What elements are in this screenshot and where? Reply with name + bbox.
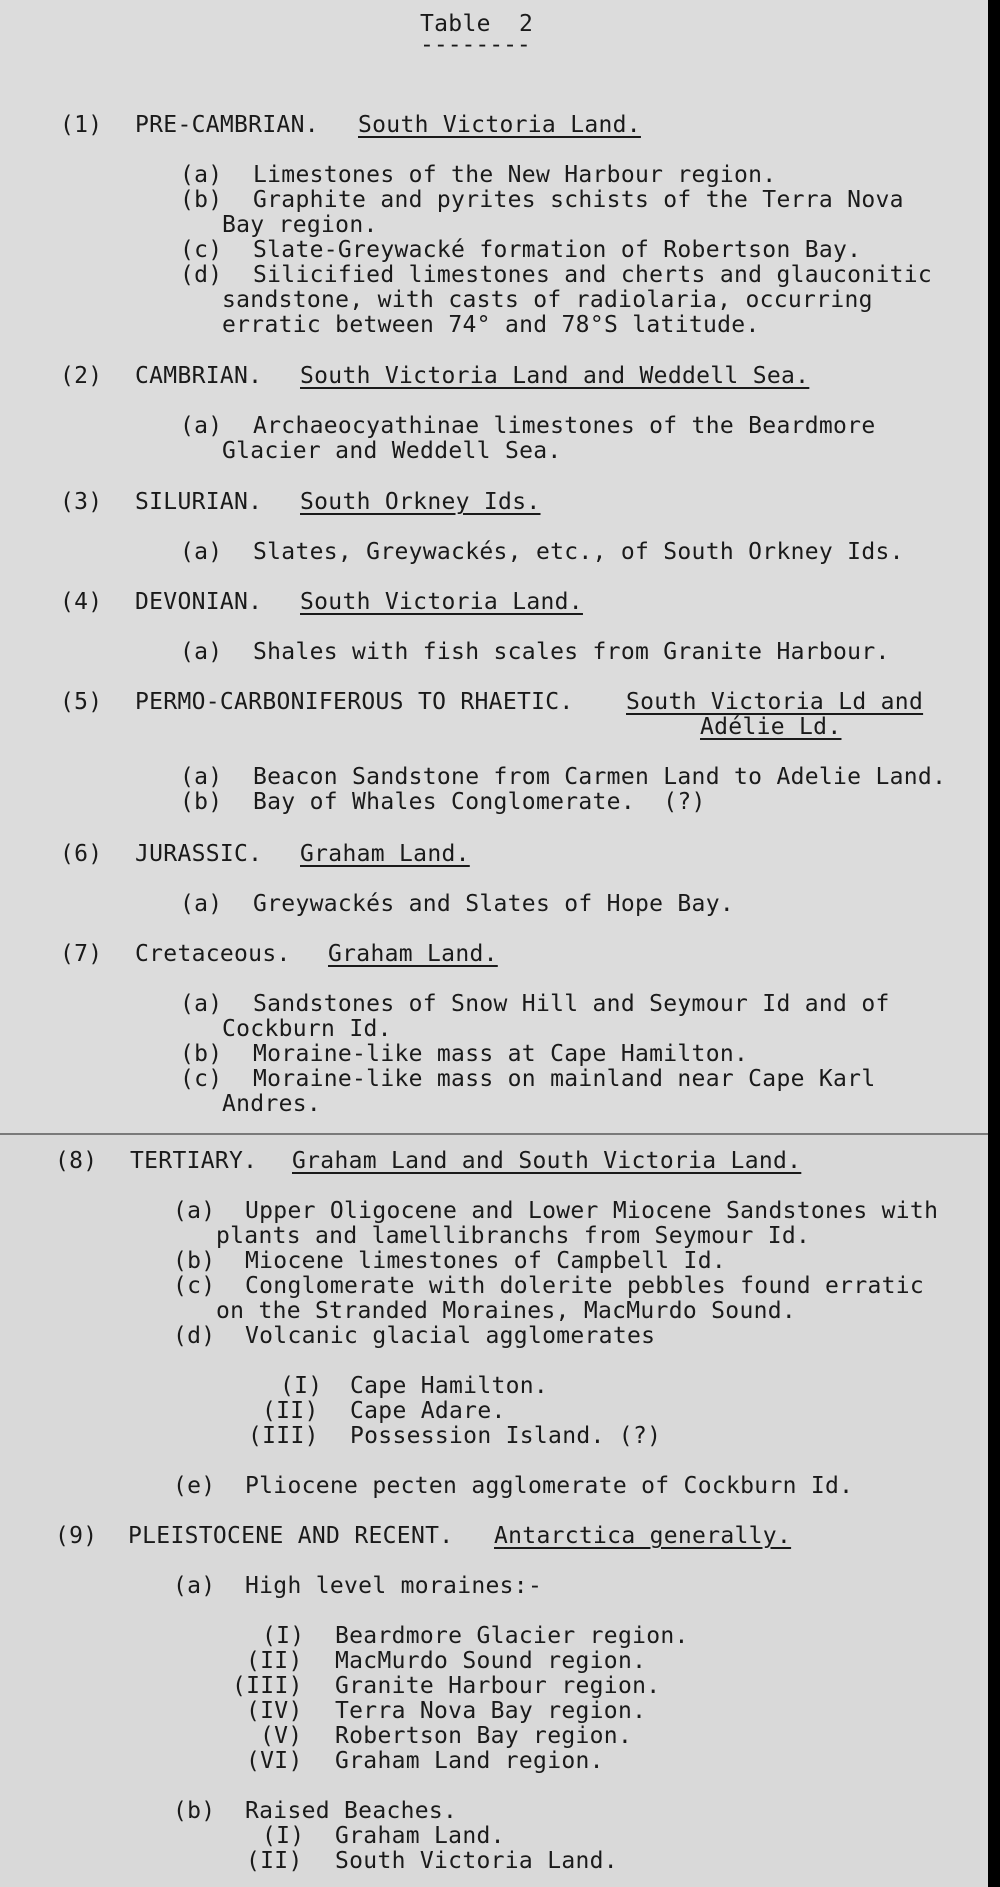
item-text: Silicified limestones and cherts and glauconitic: [253, 262, 933, 288]
section-era: SILURIAN.: [135, 489, 263, 515]
item-label: (a): [173, 1573, 216, 1599]
subitem-text: Possession Island. (?): [350, 1423, 662, 1449]
section-region: Graham Land and South Victoria Land.: [292, 1148, 802, 1174]
section-region: Graham Land.: [300, 841, 470, 867]
item-text: Moraine-like mass at Cape Hamilton.: [253, 1041, 749, 1067]
subitem-label: (II): [246, 1848, 303, 1874]
subitem-text: Granite Harbour region.: [335, 1673, 661, 1699]
section-region: Antarctica generally.: [494, 1523, 792, 1549]
item-text: Sandstones of Snow Hill and Seymour Id and of: [253, 991, 890, 1017]
item-label: (d): [180, 262, 223, 288]
item-text: Limestones of the New Harbour region.: [253, 162, 777, 188]
subitem-text: South Victoria Land.: [335, 1848, 618, 1874]
item-text: Bay region.: [222, 212, 378, 238]
item-label: (c): [173, 1273, 216, 1299]
subitem-text: Beardmore Glacier region.: [335, 1623, 689, 1649]
section-region: South Victoria Land.: [358, 112, 641, 138]
section-number: (1): [60, 112, 103, 138]
item-label: (a): [180, 891, 223, 917]
scan-edge: [988, 0, 1000, 1885]
item-text: Slate-Greywacké formation of Robertson Bay.: [253, 237, 862, 263]
section-number: (4): [60, 589, 103, 615]
section-number: (6): [60, 841, 103, 867]
item-text: Andres.: [222, 1091, 322, 1117]
subitem-text: Cape Adare.: [350, 1398, 506, 1424]
item-text: erratic between 74° and 78°S latitude.: [222, 312, 760, 338]
section-region: South Victoria Ld and: [626, 689, 924, 715]
item-label: (b): [180, 1041, 223, 1067]
item-text: Miocene limestones of Campbell Id.: [245, 1248, 727, 1274]
item-label: (a): [173, 1198, 216, 1224]
item-text: Bay of Whales Conglomerate. (?): [253, 789, 706, 815]
item-text: Volcanic glacial agglomerates: [245, 1323, 656, 1349]
item-text: Conglomerate with dolerite pebbles found erratic: [245, 1273, 925, 1299]
section-region: Graham Land.: [328, 941, 498, 967]
section-number: (3): [60, 489, 103, 515]
item-label: (a): [180, 539, 223, 565]
title-rule: --------: [420, 32, 531, 58]
item-label: (a): [180, 162, 223, 188]
section-number: (2): [60, 363, 103, 389]
section-era: PERMO-CARBONIFEROUS TO RHAETIC.: [135, 689, 574, 715]
item-text: Beacon Sandstone from Carmen Land to Adelie Land.: [253, 764, 947, 790]
section-era: PRE-CAMBRIAN.: [135, 112, 319, 138]
subitem-label: (III): [248, 1423, 319, 1449]
item-text: Cockburn Id.: [222, 1016, 392, 1042]
item-text: Slates, Greywackés, etc., of South Orkney Ids.: [253, 539, 904, 565]
section-number: (8): [55, 1148, 98, 1174]
item-text: Greywackés and Slates of Hope Bay.: [253, 891, 735, 917]
section-era: CAMBRIAN.: [135, 363, 263, 389]
item-label: (a): [180, 413, 223, 439]
item-label: (b): [180, 187, 223, 213]
item-label: (c): [180, 237, 223, 263]
subitem-label: (II): [262, 1398, 319, 1424]
item-label: (e): [173, 1473, 216, 1499]
item-text: High level moraines:-: [245, 1573, 543, 1599]
item-label: (a): [180, 639, 223, 665]
item-text: Moraine-like mass on mainland near Cape Karl: [253, 1066, 876, 1092]
item-text: Shales with fish scales from Granite Harbour.: [253, 639, 890, 665]
subitem-text: Cape Hamilton.: [350, 1373, 549, 1399]
item-text: sandstone, with casts of radiolaria, occurring: [222, 287, 873, 313]
subitem-label: (VI): [246, 1748, 303, 1774]
document-page-lower: [0, 1133, 988, 1887]
item-text: Glacier and Weddell Sea.: [222, 438, 562, 464]
subitem-label: (III): [232, 1673, 303, 1699]
item-label: (b): [173, 1248, 216, 1274]
item-text: Raised Beaches.: [245, 1798, 458, 1824]
subitem-label: (I): [262, 1623, 305, 1649]
item-text: Graphite and pyrites schists of the Terra Nova: [253, 187, 904, 213]
section-era: JURASSIC.: [135, 841, 263, 867]
item-label: (d): [173, 1323, 216, 1349]
item-text: Archaeocyathinae limestones of the Beardmore: [253, 413, 876, 439]
table-title: Table 2: [420, 11, 534, 37]
item-text: Upper Oligocene and Lower Miocene Sandstones with: [245, 1198, 939, 1224]
item-label: (a): [180, 764, 223, 790]
item-text: on the Stranded Moraines, MacMurdo Sound.: [216, 1298, 797, 1324]
section-region: South Victoria Land.: [300, 589, 583, 615]
item-label: (b): [173, 1798, 216, 1824]
subitem-label: (V): [260, 1723, 303, 1749]
item-label: (b): [180, 789, 223, 815]
section-number: (7): [60, 941, 103, 967]
subitem-label: (I): [262, 1823, 305, 1849]
subitem-text: Graham Land.: [335, 1823, 505, 1849]
section-era: DEVONIAN.: [135, 589, 263, 615]
section-era: TERTIARY.: [130, 1148, 258, 1174]
subitem-text: Terra Nova Bay region.: [335, 1698, 647, 1724]
section-region: South Victoria Land and Weddell Sea.: [300, 363, 810, 389]
subitem-text: MacMurdo Sound region.: [335, 1648, 647, 1674]
item-text: Pliocene pecten agglomerate of Cockburn Id.: [245, 1473, 854, 1499]
subitem-text: Robertson Bay region.: [335, 1723, 633, 1749]
item-text: plants and lamellibranchs from Seymour Id.: [216, 1223, 811, 1249]
subitem-label: (IV): [246, 1698, 303, 1724]
section-number: (5): [60, 689, 103, 715]
subitem-label: (II): [246, 1648, 303, 1674]
item-label: (a): [180, 991, 223, 1017]
item-label: (c): [180, 1066, 223, 1092]
section-era: Cretaceous.: [135, 941, 291, 967]
subitem-text: Graham Land region.: [335, 1748, 604, 1774]
subitem-label: (I): [280, 1373, 323, 1399]
section-region-continued: Adélie Ld.: [700, 714, 842, 740]
section-era: PLEISTOCENE AND RECENT.: [128, 1523, 454, 1549]
section-region: South Orkney Ids.: [300, 489, 541, 515]
section-number: (9): [55, 1523, 98, 1549]
